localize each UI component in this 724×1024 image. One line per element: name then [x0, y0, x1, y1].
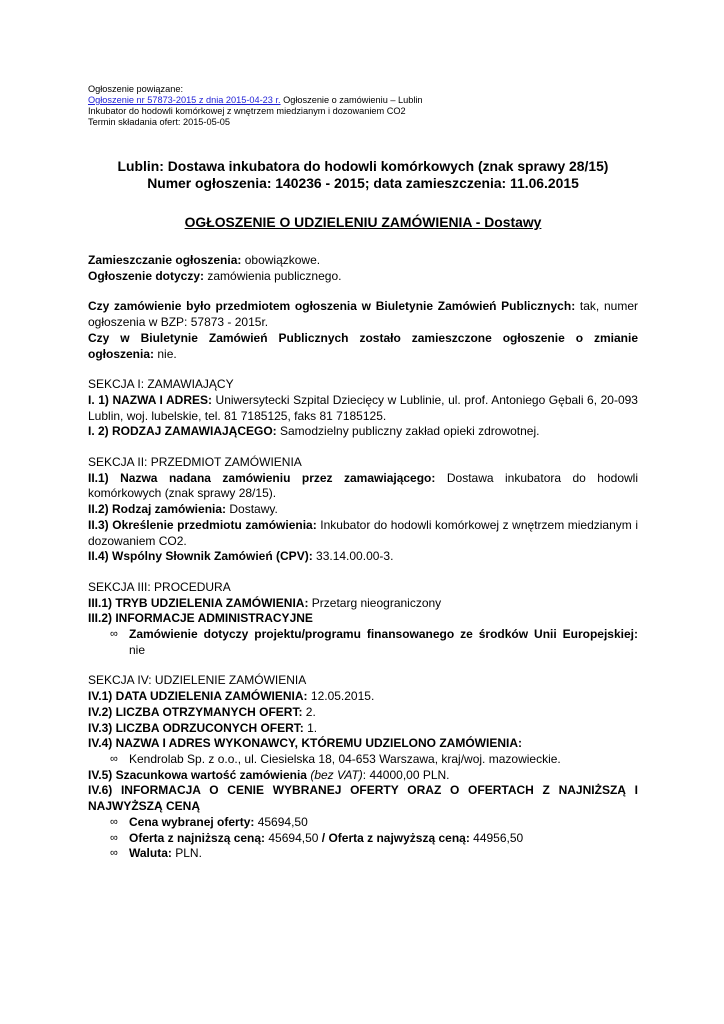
section-3-title: SEKCJA III: PROCEDURA	[88, 579, 231, 594]
list-item	[112, 831, 638, 847]
concerns-value: zamówienia publicznego.	[204, 268, 342, 283]
iv5-value: : 44000,00 PLN.	[362, 767, 450, 782]
price-lowest-label: Oferta z najniższą ceną:	[129, 830, 266, 845]
ii2-value: Dostawy.	[226, 502, 278, 517]
iii2-label: III.2) INFORMACJE ADMINISTRACYJNE	[88, 611, 313, 626]
iv3-label: IV.3) LICZBA ODRZUCONYCH OFERT:	[88, 720, 304, 735]
section-3-item-1	[88, 596, 638, 612]
related-notice-block	[88, 84, 638, 128]
section-4-item-4	[88, 736, 638, 752]
infinity-bullet-icon: ∞	[110, 831, 118, 844]
intro-block	[88, 253, 638, 284]
ii4-label: II.4) Wspólny Słownik Zamówień (CPV):	[88, 549, 313, 564]
i1-value: Uniwersytecki Szpital Dziecięcy w Lublinie, ul. prof. Antoniego Gębali 6, 20-093 Lublin, woj. lubelskie, tel. 81 7185125, faks 81 7185125.	[88, 392, 638, 423]
bzp-q2-label: Czy w Biuletynie Zamówień Publicznych zostało zamieszczone ogłoszenie o zmianie ogłoszenia:	[88, 330, 638, 361]
iii1-label: III.1) TRYB UDZIELENIA ZAMÓWIENIA:	[88, 595, 309, 610]
list-item	[112, 815, 638, 831]
title-line2: Numer ogłoszenia: 140236 - 2015; data zamieszczenia: 11.06.2015	[147, 175, 579, 191]
list-item	[112, 752, 638, 768]
price-highest-value: 44956,50	[469, 830, 524, 845]
price-selected-label: Cena wybranej oferty:	[129, 814, 255, 829]
section-4-item-5	[88, 768, 638, 784]
infinity-bullet-icon: ∞	[110, 628, 118, 641]
ii1-value: Dostawa inkubatora do hodowli komórkowych (znak sprawy 28/15).	[88, 470, 638, 501]
iv5-label: IV.5) Szacunkowa wartość zamówienia	[88, 767, 307, 782]
iv4-label: IV.4) NAZWA I ADRES WYKONAWCY, KTÓREMU UDZIELONO ZAMÓWIENIA:	[88, 736, 522, 751]
related-heading: Ogłoszenie powiązane:	[88, 84, 183, 94]
section-3-item-2	[88, 611, 638, 627]
related-line1	[88, 95, 638, 106]
concerns-label: Ogłoszenie dotyczy:	[88, 268, 205, 283]
bzp-q1	[88, 299, 638, 330]
iii1-value: Przetarg nieograniczony	[308, 595, 442, 610]
ii3-label: II.3) Określenie przedmiotu zamówienia:	[88, 517, 317, 532]
section-4-item-1	[88, 689, 638, 705]
section-3	[88, 580, 638, 659]
placement-value: obowiązkowe.	[241, 253, 321, 267]
section-4-item-2	[88, 705, 638, 721]
eu-label: Zamówienie dotyczy projektu/programu finansowanego ze środków Unii Europejskiej:	[129, 627, 638, 642]
section-4-item-3	[88, 721, 638, 737]
section-2-item-2	[88, 502, 638, 518]
list-item	[112, 846, 638, 862]
iv2-label: IV.2) LICZBA OTRZYMANYCH OFERT:	[88, 704, 303, 719]
section-4	[88, 673, 638, 861]
concerns-row	[88, 269, 638, 285]
placement-row	[88, 253, 638, 269]
section-2-item-3	[88, 518, 638, 549]
section-1-title: SEKCJA I: ZAMAWIAJĄCY	[88, 377, 234, 392]
i2-label: I. 2) RODZAJ ZAMAWIAJĄCEGO:	[88, 424, 277, 439]
price-lowest-value: 45694,50	[265, 830, 319, 845]
iv3-value: 1.	[303, 720, 318, 735]
bzp-block	[88, 299, 638, 362]
price-highest-label: / Oferta z najwyższą ceną:	[318, 830, 470, 845]
eu-value: nie	[129, 642, 146, 657]
bzp-q1-label: Czy zamówienie było przedmiotem ogłoszenia w Biuletynie Zamówień Publicznych:	[88, 299, 576, 314]
section-1	[88, 377, 638, 440]
ii2-label: II.2) Rodzaj zamówienia:	[88, 502, 227, 517]
section-4-title: SEKCJA IV: UDZIELENIE ZAMÓWIENIA	[88, 673, 307, 688]
section-1-item-1	[88, 393, 638, 424]
price-selected-value: 45694,50	[254, 814, 308, 829]
currency-label: Waluta:	[129, 846, 172, 861]
i2-value: Samodzielny publiczny zakład opieki zdrowotnej.	[276, 424, 540, 439]
section-2	[88, 455, 638, 565]
infinity-bullet-icon: ∞	[110, 847, 118, 860]
infinity-bullet-icon: ∞	[110, 752, 118, 765]
i1-label: I. 1) NAZWA I ADRES:	[88, 392, 212, 407]
section-1-item-2	[88, 424, 638, 440]
placement-label: Zamieszczanie ogłoszenia:	[88, 253, 242, 267]
currency-value: PLN.	[171, 846, 202, 861]
notice-document	[88, 84, 638, 862]
ii1-label: II.1) Nazwa nadana zamówieniu przez zamawiającego:	[88, 470, 436, 485]
ii4-value: 33.14.00.00-3.	[312, 549, 394, 564]
list-item	[112, 627, 638, 658]
related-line2: Inkubator do hodowli komórkowej z wnętrzem miedzianym i dozowaniem CO2	[88, 106, 406, 116]
iv6-label: IV.6) INFORMACJA O CENIE WYBRANEJ OFERTY ORAZ O OFERTACH Z NAJNIŻSZĄ I NAJWYŻSZĄ CENĄ	[88, 783, 638, 814]
related-notice-link[interactable]: Ogłoszenie nr 57873-2015 z dnia 2015-04-23 r.	[88, 95, 281, 105]
notice-heading: OGŁOSZENIE O UDZIELENIU ZAMÓWIENIA - Dostawy	[184, 214, 542, 230]
bzp-q2-value: nie.	[154, 346, 177, 361]
iv2-value: 2.	[302, 704, 316, 719]
related-deadline: Termin składania ofert: 2015-05-05	[88, 117, 230, 127]
price-list	[88, 815, 638, 862]
title-line1: Lublin: Dostawa inkubatora do hodowli komórkowych (znak sprawy 28/15)	[117, 158, 609, 174]
contractor-list	[88, 752, 638, 768]
section-3-list	[88, 627, 638, 658]
contractor-value: Kendrolab Sp. z o.o., ul. Ciesielska 18, 04-653 Warszawa, kraj/woj. mazowieckie.	[129, 751, 561, 766]
section-2-title: SEKCJA II: PRZEDMIOT ZAMÓWIENIA	[88, 455, 302, 470]
section-2-item-4	[88, 549, 638, 565]
iv1-value: 12.05.2015.	[307, 689, 375, 704]
iv1-label: IV.1) DATA UDZIELENIA ZAMÓWIENIA:	[88, 689, 308, 704]
section-4-item-6	[88, 783, 638, 814]
section-2-item-1	[88, 471, 638, 502]
page-title	[88, 158, 638, 192]
related-after-link: Ogłoszenie o zamówieniu – Lublin	[280, 95, 423, 105]
bzp-q1-value: tak, numer ogłoszenia w BZP: 57873 - 2015r.	[88, 299, 638, 330]
ii3-value: Inkubator do hodowli komórkowej z wnętrzem miedzianym i dozowaniem CO2.	[88, 517, 638, 548]
iv5-italic: (bez VAT)	[306, 767, 363, 782]
bzp-q2	[88, 331, 638, 362]
infinity-bullet-icon: ∞	[110, 815, 118, 828]
